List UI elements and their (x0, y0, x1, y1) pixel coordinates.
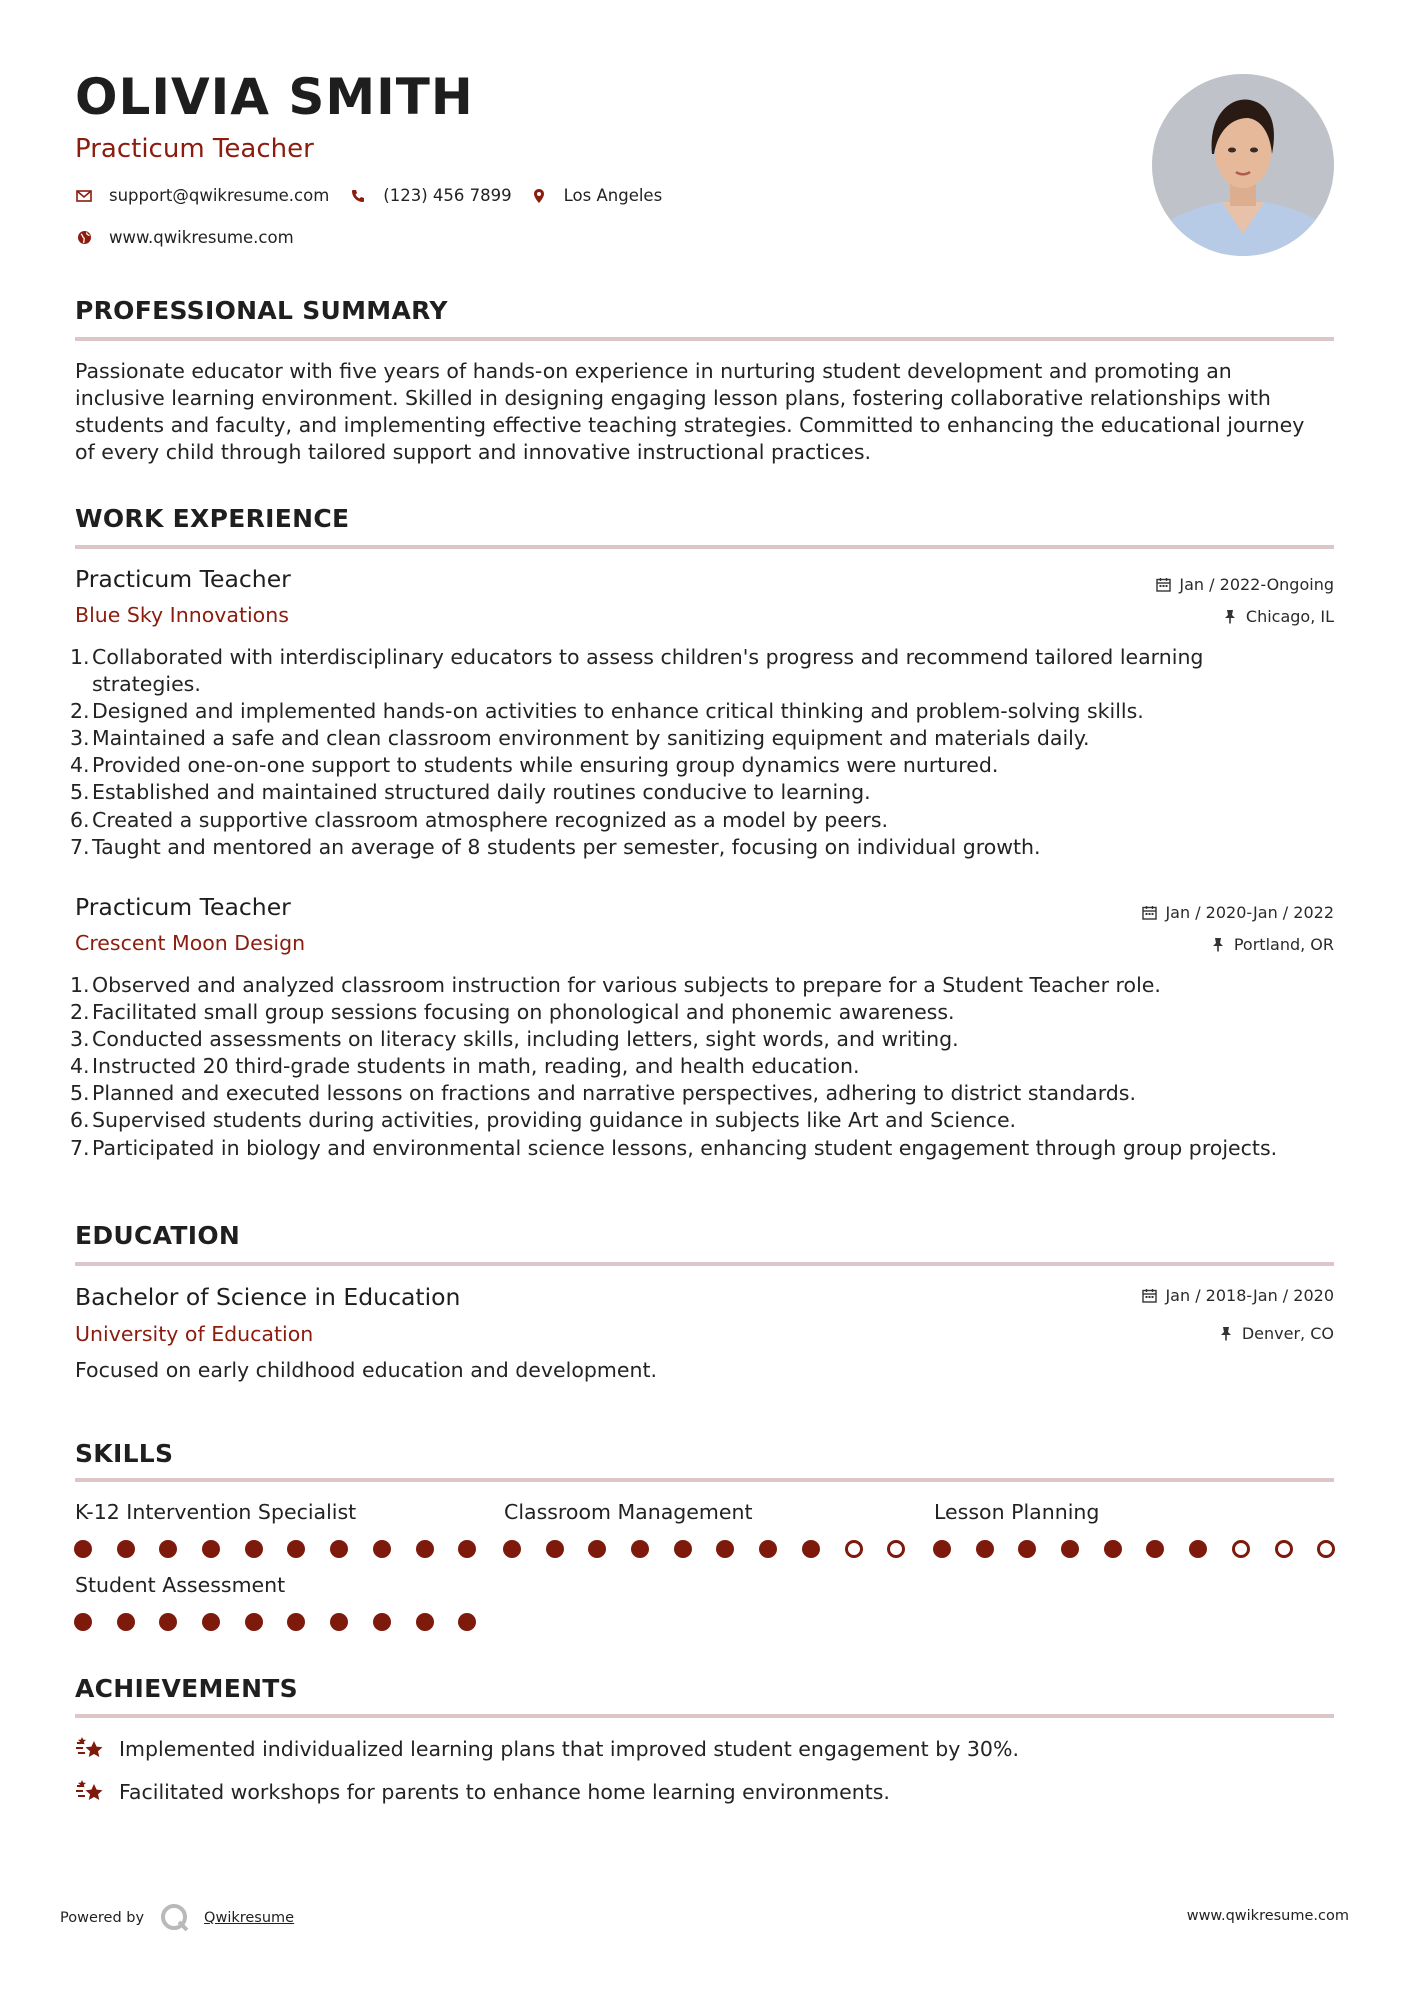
rating-dot-filled (202, 1540, 220, 1558)
location-text: Chicago, IL (1245, 607, 1334, 626)
candidate-title: Practicum Teacher (75, 134, 314, 164)
location-text: Los Angeles (563, 186, 663, 205)
item-number: 6. (70, 807, 90, 832)
skill-name: Student Assessment (75, 1573, 286, 1597)
item-text: Observed and analyzed classroom instruction for various subjects to prepare for a Student Teacher role. (92, 973, 1161, 997)
item-text: Established and maintained structured daily routines conducive to learning. (92, 780, 871, 805)
list-item (70, 752, 1340, 779)
contact-phone[interactable] (349, 186, 511, 205)
list-item (70, 725, 1340, 752)
skill-item (75, 1500, 501, 1558)
skill-name: Lesson Planning (934, 1500, 1100, 1524)
summary-text (75, 358, 1337, 466)
qwikresume-logo-icon (160, 1903, 190, 1933)
skill-item (934, 1500, 1360, 1558)
rating-dot-filled (933, 1540, 951, 1558)
email-text: support@qwikresume.com (109, 186, 330, 205)
list-item (70, 807, 1340, 834)
item-text: Instructed 20 third-grade students in math, reading, and health education. (92, 1054, 860, 1079)
list-item (70, 1107, 1340, 1134)
item-text: Conducted assessments on literacy skills, including letters, sight words, and writing. (92, 1027, 959, 1052)
list-item (70, 1026, 1340, 1053)
achievement-text: Facilitated workshops for parents to enhance home learning environments. (119, 1780, 890, 1804)
rating-dot-empty (1275, 1540, 1293, 1558)
footer-powered-by (60, 1903, 294, 1933)
item-number: 1. (70, 645, 90, 669)
education-dates (1141, 1286, 1334, 1305)
website-text: www.qwikresume.com (109, 228, 294, 247)
pushpin-icon (1222, 609, 1238, 625)
dates-text: Jan / 2018-Jan / 2020 (1165, 1286, 1334, 1305)
pushpin-icon (1218, 1326, 1234, 1342)
rating-dot-filled (802, 1540, 820, 1558)
list-item (70, 1053, 1340, 1080)
summary-divider (75, 337, 1334, 341)
location-text: Portland, OR (1233, 935, 1334, 954)
item-text: Provided one-on-one support to students while ensuring group dynamics were nurtured. (92, 753, 999, 778)
summary-heading: PROFESSIONAL SUMMARY (75, 296, 448, 325)
rating-dot-empty (1232, 1540, 1250, 1558)
rating-dot-filled (202, 1613, 220, 1631)
dates-text: Jan / 2022-Ongoing (1179, 575, 1334, 594)
skill-item (75, 1573, 501, 1631)
rating-dot-filled (1018, 1540, 1036, 1558)
phone-icon (349, 187, 367, 205)
item-number: 2. (70, 1000, 90, 1025)
rating-dot-filled (716, 1540, 734, 1558)
rating-dot-filled (74, 1540, 92, 1558)
item-text: Planned and executed lessons on fractions and narrative perspectives, adhering to district standards. (92, 1081, 1136, 1106)
rating-dot-filled (1146, 1540, 1164, 1558)
rating-dot-filled (373, 1540, 391, 1558)
rating-dot-filled (416, 1613, 434, 1631)
job-responsibilities (70, 972, 1340, 1162)
rating-dot-filled (159, 1613, 177, 1631)
item-text: Participated in biology and environmental science lessons, enhancing student engagement through group projects. (92, 1135, 1278, 1160)
candidate-name: OLIVIA SMITH (75, 68, 474, 126)
job-company: Blue Sky Innovations (75, 603, 289, 627)
item-number: 7. (70, 834, 90, 859)
list-item (70, 671, 1340, 698)
item-text: Created a supportive classroom atmosphere recognized as a model by peers. (92, 807, 889, 832)
contact-location (530, 186, 663, 205)
stars-icon (75, 1734, 107, 1764)
summary-line: students and faculty, and implementing effective teaching strategies. Committed to enhancing the educational journey (75, 413, 1305, 437)
education-description: Focused on early childhood education and development. (75, 1358, 658, 1382)
skill-rating (503, 1540, 930, 1558)
item-text: Collaborated with interdisciplinary educators to assess children's progress and recommend tailored learning (92, 645, 1204, 669)
job-title: Practicum Teacher (75, 893, 291, 921)
contact-row-2 (75, 228, 312, 247)
powered-by-label: Powered by (60, 1910, 145, 1926)
rating-dot-filled (287, 1540, 305, 1558)
list-item (70, 1135, 1340, 1162)
stars-icon (75, 1777, 107, 1807)
phone-text: (123) 456 7899 (383, 186, 512, 205)
list-item (70, 1080, 1340, 1107)
degree-title: Bachelor of Science in Education (75, 1283, 461, 1311)
skills-heading: SKILLS (75, 1439, 174, 1468)
rating-dot-filled (330, 1613, 348, 1631)
experience-divider (75, 545, 1334, 549)
rating-dot-filled (503, 1540, 521, 1558)
profile-photo (1152, 74, 1334, 256)
rating-dot-filled (117, 1540, 135, 1558)
education-heading: EDUCATION (75, 1221, 241, 1250)
list-item (70, 999, 1340, 1026)
envelope-icon (75, 187, 93, 205)
rating-dot-filled (416, 1540, 434, 1558)
item-number: 5. (70, 1081, 90, 1106)
item-number: 4. (70, 753, 90, 778)
skill-name: K-12 Intervention Specialist (75, 1500, 357, 1524)
item-number: 3. (70, 1027, 90, 1052)
achievements-divider (75, 1714, 1334, 1718)
achievement-item (75, 1777, 890, 1807)
experience-heading: WORK EXPERIENCE (75, 504, 350, 533)
rating-dot-filled (759, 1540, 777, 1558)
item-text: Supervised students during activities, providing guidance in subjects like Art and Science. (92, 1108, 1017, 1133)
item-number: 6. (70, 1108, 90, 1133)
skill-item (504, 1500, 930, 1558)
summary-line: of every child through tailored support and innovative instructional practices. (75, 440, 872, 464)
item-number: 3. (70, 726, 90, 751)
job-responsibilities (70, 644, 1340, 861)
rating-dot-filled (159, 1540, 177, 1558)
rating-dot-empty (887, 1540, 905, 1558)
rating-dot-filled (674, 1540, 692, 1558)
rating-dot-filled (287, 1613, 305, 1631)
achievements-heading: ACHIEVEMENTS (75, 1674, 298, 1703)
rating-dot-filled (1104, 1540, 1122, 1558)
skills-divider (75, 1478, 1334, 1482)
rating-dot-filled (74, 1613, 92, 1631)
item-text: Taught and mentored an average of 8 students per semester, focusing on individual growth. (92, 834, 1041, 859)
summary-line: Passionate educator with five years of hands-on experience in nurturing student development and promoting an (75, 359, 1232, 383)
rating-dot-filled (1189, 1540, 1207, 1558)
job-company: Crescent Moon Design (75, 931, 306, 955)
item-number: 4. (70, 1054, 90, 1079)
item-number (70, 671, 92, 698)
job-location (1222, 607, 1334, 626)
contact-row (75, 186, 680, 205)
rating-dot-filled (245, 1613, 263, 1631)
globe-icon (75, 229, 93, 247)
pushpin-icon (1210, 937, 1226, 953)
list-item (70, 644, 1340, 671)
item-text: Designed and implemented hands-on activities to enhance critical thinking and problem-solving skills. (92, 699, 1144, 724)
job-title: Practicum Teacher (75, 565, 291, 593)
rating-dot-filled (245, 1540, 263, 1558)
item-text: Maintained a safe and clean classroom environment by sanitizing equipment and materials daily. (92, 726, 1090, 751)
rating-dot-filled (631, 1540, 649, 1558)
dates-text: Jan / 2020-Jan / 2022 (1165, 903, 1334, 922)
achievement-text: Implemented individualized learning plans that improved student engagement by 30%. (119, 1737, 1019, 1761)
item-number: 2. (70, 699, 90, 724)
calendar-icon (1141, 905, 1157, 921)
rating-dot-filled (588, 1540, 606, 1558)
rating-dot-filled (976, 1540, 994, 1558)
skill-rating (933, 1540, 1360, 1558)
rating-dot-filled (458, 1540, 476, 1558)
summary-line: inclusive learning environment. Skilled in designing engaging lesson plans, fostering collaborative relationships with (75, 386, 1271, 410)
item-number: 5. (70, 780, 90, 805)
rating-dot-filled (458, 1613, 476, 1631)
location-text: Denver, CO (1241, 1324, 1334, 1343)
contact-email[interactable] (75, 186, 329, 205)
skill-rating (74, 1613, 501, 1631)
skill-name: Classroom Management (504, 1500, 753, 1524)
item-number: 1. (70, 973, 90, 997)
education-divider (75, 1262, 1334, 1266)
map-pin-icon (530, 187, 548, 205)
education-location (1218, 1324, 1334, 1343)
contact-website[interactable] (75, 228, 294, 247)
brand-link[interactable]: Qwikresume (204, 1910, 295, 1926)
list-item (70, 698, 1340, 725)
rating-dot-empty (845, 1540, 863, 1558)
rating-dot-filled (373, 1613, 391, 1631)
job-dates (1155, 575, 1334, 594)
item-text: Facilitated small group sessions focusing on phonological and phonemic awareness. (92, 1000, 955, 1025)
rating-dot-empty (1317, 1540, 1335, 1558)
skill-rating (74, 1540, 501, 1558)
calendar-icon (1141, 1288, 1157, 1304)
rating-dot-filled (330, 1540, 348, 1558)
job-location (1210, 935, 1334, 954)
list-item (70, 779, 1340, 806)
list-item (70, 834, 1340, 861)
footer-website[interactable]: www.qwikresume.com (1186, 1908, 1349, 1924)
calendar-icon (1155, 577, 1171, 593)
rating-dot-filled (117, 1613, 135, 1631)
item-number: 7. (70, 1135, 90, 1160)
job-dates (1141, 903, 1334, 922)
item-text: strategies. (92, 672, 201, 697)
list-item (70, 972, 1340, 999)
rating-dot-filled (546, 1540, 564, 1558)
school-name: University of Education (75, 1322, 314, 1346)
rating-dot-filled (1061, 1540, 1079, 1558)
achievement-item (75, 1734, 1019, 1764)
